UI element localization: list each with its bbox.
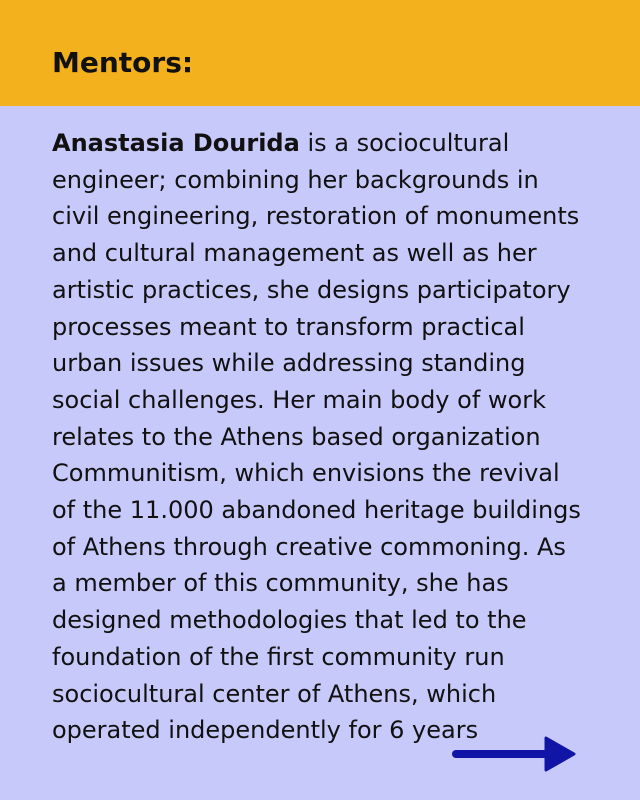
bio-line: foundation of the first community run bbox=[52, 642, 505, 671]
bio-line bbox=[52, 125, 597, 162]
bio-line: relates to the Athens based organization bbox=[52, 422, 541, 451]
bio-line: designed methodologies that led to the bbox=[52, 606, 527, 635]
bio-line: urban issues while addressing standing bbox=[52, 349, 526, 378]
bio-line: engineer; combining her backgrounds in bbox=[52, 165, 539, 194]
bio-line: of the 11.000 abandoned heritage buildings bbox=[52, 496, 581, 525]
bio-line: operated independently for 6 years bbox=[52, 716, 479, 745]
bio-text bbox=[52, 125, 597, 749]
arrow-head bbox=[546, 738, 574, 770]
bio-line: social challenges. Her main body of work bbox=[52, 385, 546, 414]
bio-line: a member of this community, she has bbox=[52, 569, 509, 598]
page-title: Mentors: bbox=[52, 46, 194, 79]
bio-line: civil engineering, restoration of monuments bbox=[52, 202, 580, 231]
bio-line: Communitism, which envisions the revival bbox=[52, 459, 560, 488]
mentor-name: Anastasia Dourida bbox=[52, 129, 300, 157]
header-bar bbox=[0, 0, 640, 106]
bio-line: and cultural management as well as her bbox=[52, 239, 537, 268]
arrow-right-icon[interactable] bbox=[452, 736, 576, 772]
bio-line-rest: is a sociocultural bbox=[299, 129, 510, 157]
bio-line: processes meant to transform practical bbox=[52, 312, 525, 341]
bio-line: of Athens through creative commoning. As bbox=[52, 532, 566, 561]
bio-line: artistic practices, she designs participatory bbox=[52, 275, 571, 304]
bio-line: sociocultural center of Athens, which bbox=[52, 679, 497, 708]
